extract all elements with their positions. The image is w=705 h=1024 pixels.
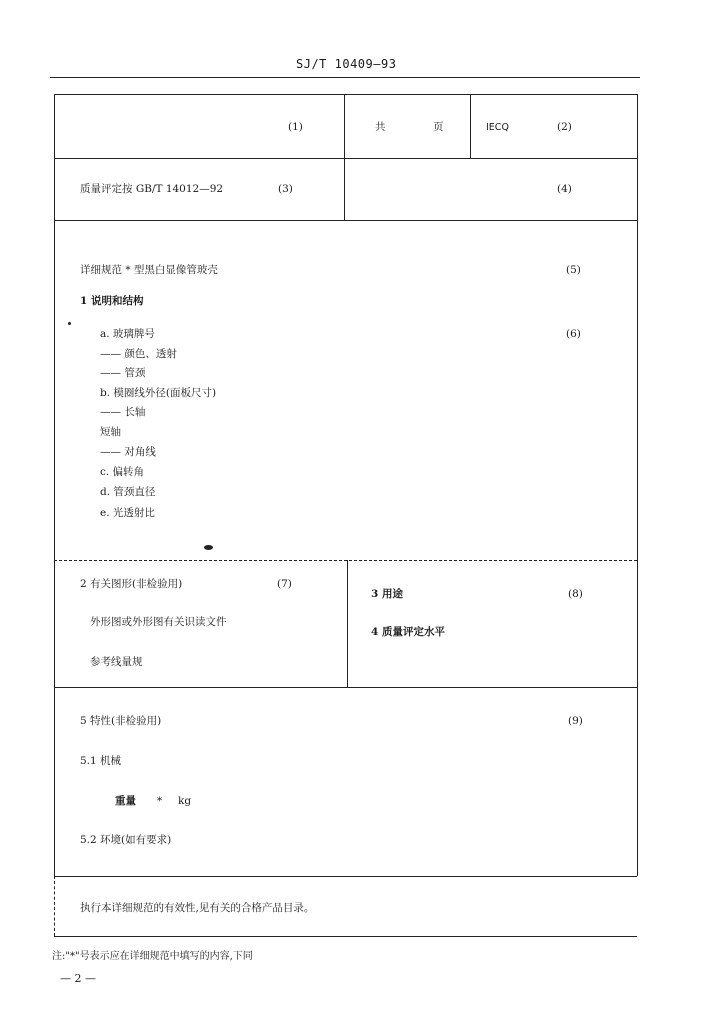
header-rule [50,77,640,78]
cell-1-number: (1) [288,121,303,133]
section-5-1: 5.1 机械 [80,755,122,767]
cell-5-number: (5) [566,264,581,276]
scan-speck [204,545,213,550]
total-label: 共 [375,121,386,133]
cell-6-number: (6) [566,328,581,340]
spec-item-d: d. 管颈直径 [100,486,156,498]
section-2-title: 2 有关图形(非检验用) [80,578,183,590]
assessment-text: 质量评定按 GB/T 14012—92 [80,183,224,195]
spec-title: 详细规范 * 型黑白显像管玻壳 [80,264,218,276]
section-5-title: 5 特性(非检验用) [80,715,162,727]
spec-item-c: c. 偏转角 [100,466,145,478]
section-3-title: 3 用途 [371,588,403,600]
page-number: — 2 — [60,972,96,985]
cell-2-number: (2) [557,121,572,133]
spec-item-long-axis: —— 长轴 [100,406,146,418]
weight-label: 重量 [115,795,136,807]
spec-item-b: b. 模圈线外径(面板尺寸) [100,387,217,399]
spec-item-color: —— 颜色、透射 [100,348,177,360]
cell-4-number: (4) [557,183,572,195]
spec-item-short-axis: 短轴 [100,426,121,438]
weight-unit: kg [178,795,192,807]
cell-7-number: (7) [277,578,292,590]
spec-item-neck: —— 管颈 [100,367,146,379]
spec-item-a: a. 玻璃牌号 [100,328,155,340]
spec-item-e: e. 光透射比 [100,507,155,519]
spec-item-diagonal: —— 对角线 [100,446,156,458]
section-5-2: 5.2 环境(如有要求) [80,834,172,846]
scan-speck [68,322,71,325]
section-2-line-1: 外形图或外形图有关识读文件 [90,616,227,628]
cell-8-number: (8) [568,588,583,600]
footnote: 注:"*"号表示应在详细规范中填写的内容,下同 [52,951,253,962]
section-2-line-2: 参考线量规 [90,656,143,668]
cell-3-number: (3) [278,183,293,195]
iecq-label: IECQ [486,122,509,133]
cell-9-number: (9) [568,715,583,727]
section-4-title: 4 质量评定水平 [371,626,445,638]
page-label: 页 [433,121,444,133]
validity-text: 执行本详细规范的有效性,见有关的合格产品目录。 [80,902,315,914]
section-1-title: 1 说明和结构 [80,295,144,307]
weight-star: * [157,795,163,807]
doc-number: SJ/T 10409—93 [296,57,397,71]
